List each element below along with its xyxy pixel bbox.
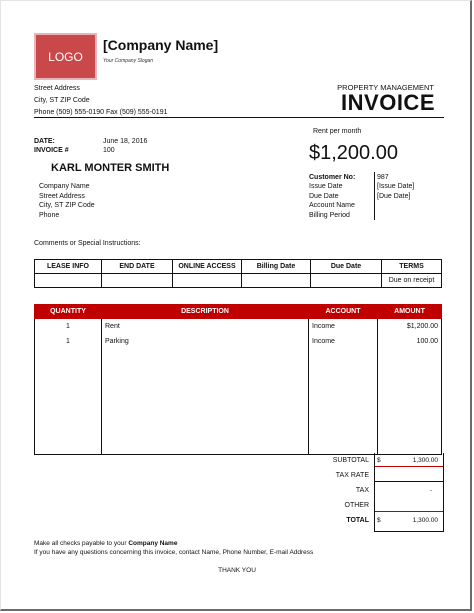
company-street: Street Address [34,85,80,92]
company-phone-fax: Phone (509) 555-0190 Fax (509) 555-0191 [34,109,168,116]
due-date-label: Due Date [309,193,339,200]
lease-header-lease-info: LEASE INFO [35,260,102,274]
client-name: KARL MONTER SMITH [51,162,170,174]
lease-header-online-access: ONLINE ACCESS [173,260,242,274]
total-divider [375,531,443,532]
items-header-quantity: QUANTITY [35,305,102,319]
account-name-label: Account Name [309,202,355,209]
company-name: [Company Name] [103,37,219,53]
other-label: OTHER [344,502,369,509]
client-company: Company Name [39,183,90,190]
checks-note: Make all checks payable to your Company Name [34,540,178,547]
tax-rate-label: TAX RATE [335,472,369,479]
date-label: DATE: [34,138,55,145]
thank-you: THANK YOU [218,567,256,574]
company-logo: LOGO [34,33,97,80]
item-qty: 1 [35,334,102,349]
lease-cell [102,274,173,288]
lease-cell [311,274,382,288]
customer-no-label: Customer No: [309,174,356,181]
table-row-empty [35,349,442,455]
item-qty: 1 [35,319,102,335]
date-value: June 18, 2016 [103,138,148,145]
client-phone: Phone [39,212,60,219]
client-street: Street Address [39,193,85,200]
subtotal-label: SUBTOTAL [332,457,369,464]
items-header-description: DESCRIPTION [102,305,309,319]
header-divider [34,117,444,118]
lease-header-due-date: Due Date [311,260,382,274]
subtotal-divider [375,466,443,467]
items-header-amount: AMOUNT [378,305,442,319]
totals-box [374,453,444,532]
item-account: Income [309,319,378,335]
lease-cell [35,274,102,288]
total-value: 1,300.00 [412,517,438,524]
rent-per-month-label: Rent per month [313,128,362,135]
billing-period-label: Billing Period [309,212,350,219]
due-date-value: [Due Date] [377,193,411,200]
lease-header-end-date: END DATE [102,260,173,274]
issue-date-label: Issue Date [309,183,343,190]
item-description: Parking [102,334,309,349]
lease-header-billing-date: Billing Date [242,260,311,274]
lease-header-terms: TERMS [382,260,442,274]
customer-divider [374,172,375,220]
issue-date-value: [Issue Date] [377,183,415,190]
subtotal-currency: $ [377,457,381,464]
invoice-subtitle: PROPERTY MANAGEMENT [337,83,434,92]
lease-cell [242,274,311,288]
lease-table [34,259,442,288]
tax-value: - [429,487,432,494]
item-account: Income [309,334,378,349]
client-city: City, ST ZIP Code [39,202,95,209]
checks-company-name: Company Name [128,540,178,547]
item-amount: 100.00 [378,334,442,349]
questions-note: If you have any questions concerning this invoice, contact Name, Phone Number, E-mail Address [34,549,314,556]
taxrate-divider [375,481,443,482]
customer-no-value: 987 [377,174,389,181]
other-divider [375,511,443,512]
total-label: TOTAL [346,517,369,524]
tax-label: TAX [355,487,369,494]
invoice-title: INVOICE [341,90,435,115]
table-row [35,334,442,349]
lease-cell [173,274,242,288]
comments-label: Comments or Special Instructions: [34,240,141,247]
invoice-number-label: INVOICE # [34,147,69,154]
lease-terms-value: Due on receipt [382,274,442,288]
item-amount: $1,200.00 [378,319,442,335]
rent-amount: $1,200.00 [309,142,398,164]
items-table [34,304,442,455]
items-header-account: ACCOUNT [309,305,378,319]
invoice-number-value: 100 [103,147,115,154]
company-slogan: Your Company Slogan [103,58,154,64]
item-description: Rent [102,319,309,335]
total-currency: $ [377,517,381,524]
table-row [35,319,442,335]
subtotal-value: 1,300.00 [412,457,438,464]
company-city: City, ST ZIP Code [34,97,90,104]
